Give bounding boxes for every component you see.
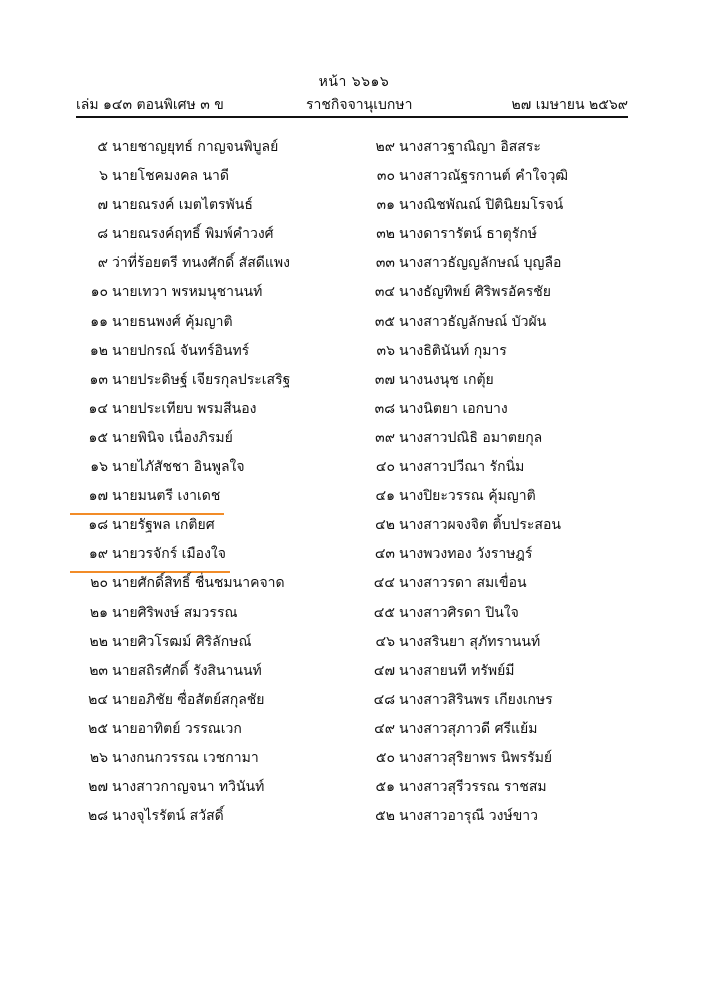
person-name: นางสาวอารุณี วงษ์ขาว	[399, 808, 538, 825]
list-item	[357, 628, 637, 657]
person-name: นางสาวณัฐรกานต์ คำใจวุฒิ	[399, 168, 568, 185]
entry-number: ๑๒	[89, 342, 108, 359]
person-name: นางพวงทอง วังราษฎร์	[399, 546, 533, 563]
person-name: นายสถิรศักดิ์ รังสินานนท์	[112, 662, 262, 679]
entry-number: ๒๗	[88, 779, 108, 796]
list-item	[70, 686, 350, 715]
person-name: นายปกรณ์ จันทร์อินทร์	[112, 342, 250, 359]
person-name: นางธัญทิพย์ ศิริพรอัครชัย	[399, 284, 552, 301]
list-item	[357, 191, 637, 220]
list-item	[357, 482, 637, 511]
entry-number: ๔๐	[375, 459, 395, 476]
entry-number: ๔๒	[375, 517, 395, 534]
entry-number: ๔๕	[373, 604, 395, 621]
list-item	[357, 424, 637, 453]
entry-number: ๑๑	[90, 313, 108, 330]
person-name: นายรัฐพล เกติยศ	[112, 517, 215, 534]
entry-number: ๑๐	[90, 284, 108, 301]
person-name: นายศักดิ์สิทธิ์ ชื่นชมนาคจาด	[112, 575, 285, 592]
highlighted-person-name: นายมนตรี เงาเดช	[112, 482, 220, 511]
list-item	[357, 453, 637, 482]
person-name: นางสาวรดา สมเขื่อน	[399, 575, 527, 592]
entry-number: ๒๐	[90, 575, 108, 592]
list-item	[70, 395, 350, 424]
entry-number: ๒๔	[88, 691, 108, 708]
entry-number: ๕๑	[375, 779, 395, 796]
person-name: นายประดิษฐ์ เจียรกุลประเสริฐ	[112, 371, 291, 388]
entry-number: ๒๒	[89, 633, 108, 650]
entry-number: ๕๐	[375, 749, 395, 766]
list-item	[70, 453, 350, 482]
person-name: นางสรินยา สุภัทรานนท์	[399, 633, 541, 650]
list-item	[70, 657, 350, 686]
entry-number: ๒๑	[89, 604, 108, 621]
volume-issue: เล่ม ๑๔๓ ตอนพิเศษ ๓ ข	[76, 97, 224, 113]
page-number: หน้า ๖๖๑๖	[318, 74, 390, 90]
person-name: นางสาวกาญจนา ทวินันท์	[112, 779, 265, 796]
entry-number: ๗	[97, 197, 108, 214]
list-item	[70, 278, 350, 307]
person-name: นายธนพงศ์ คุ้มญาติ	[112, 313, 233, 330]
entry-number: ๒๕	[88, 720, 108, 737]
entry-number: ๕๒	[375, 808, 395, 825]
list-item	[70, 249, 350, 278]
person-name: นางณิชพัณณ์ ปิตินิยมโรจน์	[399, 197, 564, 214]
person-name: นางสาวสิรินพร เกียงเกษร	[399, 691, 553, 708]
person-name: นางสาวสุรีวรรณ ราชสม	[399, 779, 547, 796]
entry-number: ๓๔	[374, 284, 395, 301]
list-item	[357, 278, 637, 307]
entry-number: ๒๙	[375, 139, 395, 155]
name-list-left-column	[70, 133, 350, 831]
list-item	[357, 511, 637, 540]
list-item	[70, 773, 350, 802]
person-name: นางปิยะวรรณ คุ้มญาติ	[399, 488, 536, 505]
entry-number: ๑๔	[88, 400, 108, 417]
list-item	[70, 162, 350, 191]
entry-number: ๑๓	[89, 371, 108, 388]
person-name: นายณรงค์ เมตไตรพันธ์	[112, 197, 253, 214]
entry-number: ๓๕	[374, 313, 395, 330]
list-item	[357, 540, 637, 569]
list-item	[70, 744, 350, 773]
entry-number: ๔๖	[375, 633, 395, 650]
entry-number: ๓๗	[374, 371, 395, 388]
publication-title: ราชกิจจานุเบกษา	[306, 97, 413, 113]
person-name: นางสาวสุริยาพร นิพรรัมย์	[399, 749, 553, 766]
list-item	[357, 249, 637, 278]
list-item	[357, 220, 637, 249]
list-item	[70, 802, 350, 831]
person-name: นางกนกวรรณ เวชกามา	[112, 749, 259, 766]
list-item	[70, 191, 350, 220]
person-name: ว่าที่ร้อยตรี ทนงศักดิ์ สัสดีแพง	[112, 255, 290, 272]
list-item	[70, 482, 350, 511]
list-item	[357, 337, 637, 366]
person-name: นายอภิชัย ซื่อสัตย์สกุลชัย	[112, 691, 265, 708]
entry-number: ๑๗	[88, 488, 108, 505]
list-item	[70, 308, 350, 337]
publication-date: ๒๗ เมษายน ๒๕๖๙	[511, 97, 628, 113]
entry-number: ๔๔	[373, 575, 395, 592]
entry-number: ๓๙	[375, 429, 395, 446]
entry-number: ๑๕	[88, 429, 108, 446]
list-item	[357, 599, 637, 628]
list-item	[357, 657, 637, 686]
entry-number: ๓๐	[376, 168, 395, 185]
person-name: นายไภัสัชชา อินพูลใจ	[112, 459, 245, 476]
entry-number: ๓๘	[374, 400, 395, 417]
entry-number: ๑๙	[88, 546, 108, 563]
person-name: นายประเทียบ พรมสีนอง	[112, 400, 257, 417]
list-item	[70, 220, 350, 249]
list-item	[70, 569, 350, 598]
person-name: นางสาวฐาณิญา อิสสระ	[399, 139, 541, 155]
person-name: นายโชคมงคล นาดี	[112, 168, 230, 185]
list-item	[357, 133, 637, 162]
entry-number: ๓๑	[376, 197, 395, 214]
entry-number: ๘	[97, 226, 108, 243]
list-item	[357, 715, 637, 744]
page-header	[76, 94, 628, 114]
list-item	[70, 133, 350, 162]
entry-number: ๓๒	[376, 226, 395, 243]
header-rule	[76, 116, 628, 118]
entry-number: ๔๘	[373, 691, 395, 708]
list-item	[70, 715, 350, 744]
list-item	[357, 802, 637, 831]
entry-number: ๒๓	[89, 662, 108, 679]
name-list-right-column	[357, 133, 637, 831]
person-name: นางจุไรรัตน์ สวัสดิ์	[112, 808, 224, 825]
entry-number: ๑๖	[90, 459, 108, 476]
person-name: นายศิริพงษ์ สมวรรณ	[112, 604, 238, 621]
list-item	[70, 540, 350, 569]
list-item	[70, 337, 350, 366]
list-item	[357, 773, 637, 802]
list-item	[357, 366, 637, 395]
list-item	[357, 686, 637, 715]
list-item	[357, 569, 637, 598]
person-name: นางสาวสุภาวดี ศรีแย้ม	[399, 720, 538, 737]
list-item	[357, 308, 637, 337]
entry-number: ๒๘	[87, 808, 108, 825]
person-name: นางสาวธัญญลักษณ์ บุญลือ	[399, 255, 562, 272]
list-item	[70, 511, 350, 540]
person-name: นายอาทิตย์ วรรณเวก	[112, 720, 242, 737]
entry-number: ๔๓	[374, 546, 395, 563]
person-name: นายชาญยุทธ์ กาญจนพิบูลย์	[112, 139, 279, 155]
entry-number: ๑๘	[88, 517, 108, 534]
person-name: นางสาวธัญลักษณ์ บัวผัน	[399, 313, 547, 330]
person-name: นายเทวา พรหมนุชานนท์	[112, 284, 263, 301]
person-name: นางดารารัตน์ ธาตุรักษ์	[399, 226, 537, 243]
entry-number: ๔๑	[375, 488, 395, 505]
person-name: นางสาวศิรดา ปินใจ	[399, 604, 519, 621]
list-item	[70, 366, 350, 395]
list-item	[357, 744, 637, 773]
entry-number: ๓๓	[375, 255, 395, 272]
person-name: นางสาวปวีณา รักนิ่ม	[399, 459, 525, 476]
person-name: นายพินิจ เนื่องภิรมย์	[112, 429, 233, 446]
list-item	[70, 424, 350, 453]
person-name: นางสาวผจงจิต ติ้บประสอน	[399, 517, 561, 534]
person-name: นายณรงค์ฤทธิ์ พิมพ์คำวงศ์	[112, 226, 274, 243]
entry-number: ๔๙	[374, 720, 395, 737]
highlighted-person-name: นายวรจักร์ เมืองใจ	[112, 540, 226, 569]
list-item	[70, 628, 350, 657]
person-name: นางนิตยา เอกบาง	[399, 400, 508, 417]
list-item	[70, 599, 350, 628]
entry-number: ๖	[99, 168, 108, 185]
list-item	[357, 395, 637, 424]
person-name: นางสายนที ทรัพย์มี	[399, 662, 515, 679]
entry-number: ๒๖	[89, 749, 108, 766]
person-name: นางสาวปณิธิ อมาตยกุล	[399, 429, 543, 446]
entry-number: ๙	[97, 255, 108, 272]
entry-number: ๕	[97, 139, 108, 155]
list-item	[357, 162, 637, 191]
person-name: นางนงนุช เกตุ้ย	[399, 371, 494, 388]
entry-number: ๓๖	[376, 342, 395, 359]
person-name: นางธิตินันท์ กุมาร	[399, 342, 507, 359]
person-name: นายศิวโรฒม์ ศิริลักษณ์	[112, 633, 252, 650]
entry-number: ๔๗	[373, 662, 395, 679]
